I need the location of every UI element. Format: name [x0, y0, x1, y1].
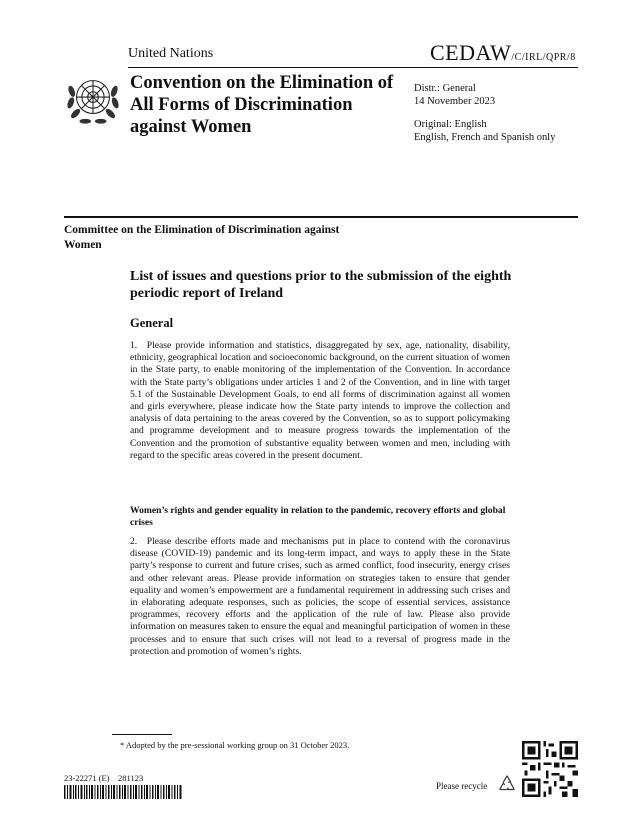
committee-rule	[64, 216, 578, 218]
language-block	[414, 118, 555, 144]
symbol-main: CEDAW	[430, 40, 512, 65]
un-emblem-icon	[64, 70, 122, 128]
barcode-icon	[64, 785, 182, 799]
qr-code-icon	[522, 741, 578, 797]
footnote-rule	[112, 734, 172, 735]
original-language: Original: English	[414, 119, 487, 130]
document-symbol	[430, 40, 576, 66]
header-rule	[128, 67, 578, 68]
recycle-label: Please recycle	[436, 781, 488, 791]
organization-label: United Nations	[128, 46, 214, 61]
paragraph-1: 1. Please provide information and statistics, disaggregated by sex, age, nationality, disability, ethnicity, geographical location and socioeconomic background, on the current situation of women in the State party, to enable monitoring of the implementation of the Convention. In accordance with the State party’s obligations under articles 1 and 2 of the Convention, and in line with target 5.1 of the Sustainable Development Goals, to end all forms of discrimination against all women and girls everywhere, please indicate how the State party intends to improve the collection and analysis of data pertaining to the areas covered by the Convention, so as to support policymaking and programme development and to measure progress towards the implementation of the Convention and the promotion of substantive equality between women and men, including with regard to the specific areas covered in the present document.	[130, 340, 510, 461]
footnote: * Adopted by the pre-sessional working group on 31 October 2023.	[120, 740, 350, 750]
distribution: Distr.: General	[414, 83, 476, 94]
symbol-suffix: /C/IRL/QPR/8	[511, 52, 576, 63]
convention-title: Convention on the Elimination of All Forms of Discrimination against Women	[130, 73, 394, 137]
section-heading: General	[130, 316, 174, 330]
subheading: Women’s rights and gender equality in relation to the pandemic, recovery efforts and global crises	[130, 505, 506, 528]
paragraph-2: 2. Please describe efforts made and mechanisms put in place to contend with the coronavirus disease (COVID-19) pandemic and its long-term impact, and ways to apply these in the State party’s response to current and future crises, such as armed conflict, food insecurity, energy crises and other relevant areas. Please provide information on strategies taken to ensure that gender equality and women’s empowerment are a fundamental requirement in addressing such crises and in elaborating adequate responses, such as policies, the scope of essential services, assistance programmes, recovery efforts and the application of the rule of law. Please also provide information on measures taken to ensure the equal and meaningful participation of women in these processes and to ensure that such crises will not lead to a reversal of progress made in the protection and promotion of women’s rights.	[130, 536, 510, 657]
document-title: List of issues and questions prior to the submission of the eighth periodic report of Ireland	[130, 269, 512, 301]
committee-name: Committee on the Elimination of Discrimination against Women	[64, 224, 340, 251]
distribution-block	[414, 82, 495, 108]
recycle-icon	[496, 773, 518, 795]
issue-date: 14 November 2023	[414, 96, 496, 107]
document-number: 23-22271 (E) 281123	[64, 773, 144, 783]
languages: English, French and Spanish only	[414, 132, 556, 143]
